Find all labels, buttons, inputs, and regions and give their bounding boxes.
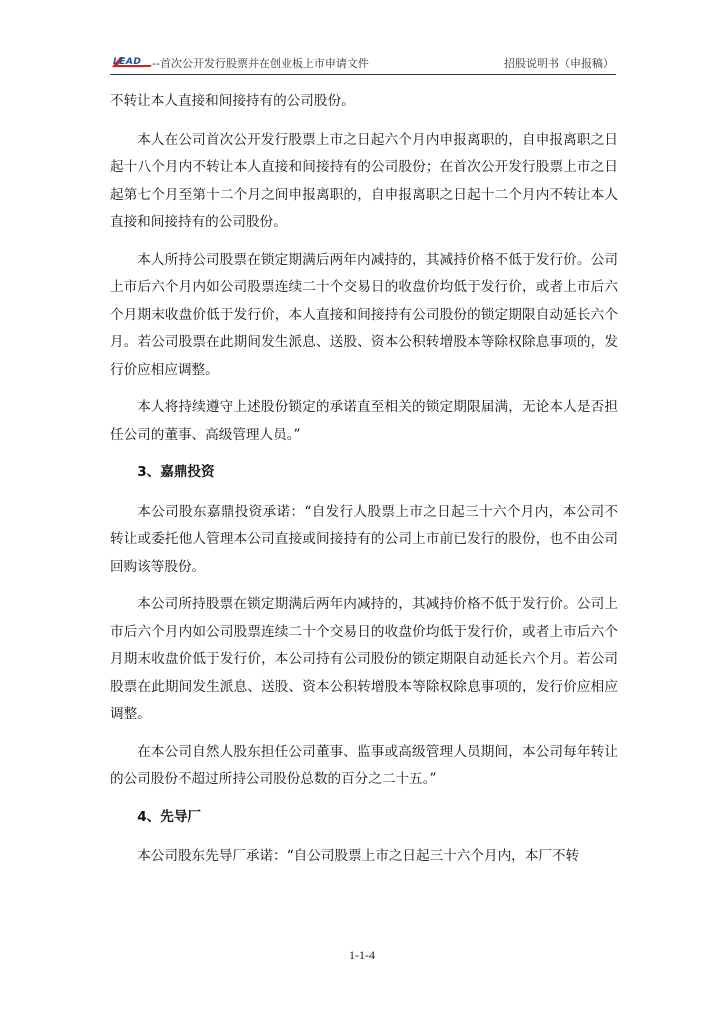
svg-text:LEAD: LEAD	[113, 57, 142, 67]
paragraph-3: 本人所持公司股票在锁定期满后两年内减持的，其减持价格不低于发行价。公司上市后六个月内如公司股票连续二十个交易日的收盘价均低于发行价，或者上市后六个月期末收盘价低于发行价，本人直接和间接持有公司股份的锁定期限自动延长六个月。若公司股票在此期间发生派息、送股、资本公积转增股本等除权除息事项的，发行价应相应调整。	[110, 251, 618, 378]
paragraph-8: 本公司股东先导厂承诺：“自公司股票上市之日起三十六个月内，本厂不转	[137, 848, 580, 864]
page-header	[110, 52, 616, 75]
header-document-title: --首次公开发行股票并在创业板上市申请文件	[152, 57, 369, 70]
section-heading-xiandao: 4、先导厂	[137, 808, 202, 825]
paragraph-4: 本人将持续遵守上述股份锁定的承诺直至相关的锁定期限届满，无论本人是否担任公司的董事、高级管理人员。”	[110, 399, 618, 443]
document-body	[110, 88, 618, 881]
paragraph-2: 本人在公司首次公开发行股票上市之日起六个月内申报离职的，自申报离职之日起十八个月内不转让本人直接和间接持有的公司股份；在首次公开发行股票上市之日起第七个月至第十二个月之间申报离职的，自申报离职之日起十二个月内不转让本人直接和间接持有的公司股份。	[110, 131, 618, 230]
paragraph-6: 本公司所持股票在锁定期满后两年内减持的，其减持价格不低于发行价。公司上市后六个月内如公司股票连续二十个交易日的收盘价均低于发行价，或者上市后六个月期末收盘价低于发行价，本公司持有公司股份的锁定期限自动延长六个月。若公司股票在此期间发生派息、送股、资本公积转增股本等除权除息事项的，发行价应相应调整。	[110, 596, 618, 722]
paragraph-1: 不转让本人直接和间接持有的公司股份。	[110, 93, 355, 109]
page-number: 1-1-4	[349, 948, 375, 962]
section-heading-jiading: 3、嘉鼎投资	[137, 464, 215, 480]
header-document-type: 招股说明书（申报稿）	[504, 57, 614, 70]
paragraph-5: 本公司股东嘉鼎投资承诺：“自发行人股票上市之日起三十六个月内，本公司不转让或委托他人管理本公司直接或间接持有的公司上市前已发行的股份，也不由公司回购该等股份。	[110, 503, 618, 575]
lead-logo	[110, 54, 154, 70]
paragraph-7: 在本公司自然人股东担任公司董事、监事或高级管理人员期间，本公司每年转让的公司股份不超过所持公司股份总数的百分之二十五。”	[110, 743, 618, 787]
